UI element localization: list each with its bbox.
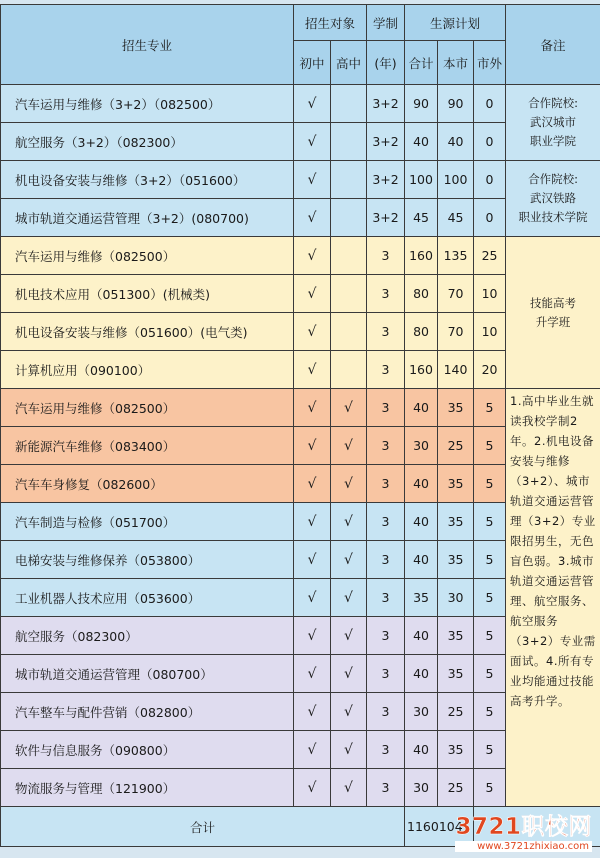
major-name: 汽车运用与维修（3+2）（082500） bbox=[1, 85, 294, 123]
plan-total: 30 bbox=[405, 427, 438, 465]
duration-value: 3 bbox=[367, 237, 405, 275]
major-name: 汽车车身修复（082600） bbox=[1, 465, 294, 503]
senior-check: √ bbox=[331, 693, 367, 731]
duration-value: 3 bbox=[367, 769, 405, 807]
major-name: 城市轨道交通运营管理（3+2）(080700) bbox=[1, 199, 294, 237]
header-target: 招生对象 bbox=[294, 5, 367, 41]
header-plan: 生源计划 bbox=[405, 5, 506, 41]
remark-line: 职业技术学院 bbox=[518, 210, 588, 224]
plan-total: 160 bbox=[405, 351, 438, 389]
table-row bbox=[1, 389, 600, 427]
duration-value: 3 bbox=[367, 351, 405, 389]
major-name: 汽车整车与配件营销（082800） bbox=[1, 693, 294, 731]
watermark bbox=[455, 808, 592, 852]
plan-local: 100 bbox=[438, 161, 474, 199]
junior-check: √ bbox=[294, 541, 331, 579]
duration-value: 3+2 bbox=[367, 199, 405, 237]
plan-local: 140 bbox=[438, 351, 474, 389]
enrollment-table bbox=[0, 4, 600, 847]
major-name: 汽车运用与维修（082500） bbox=[1, 389, 294, 427]
duration-value: 3 bbox=[367, 541, 405, 579]
table-row bbox=[1, 161, 600, 199]
remark-line: 合作院校: bbox=[528, 172, 578, 186]
plan-outside: 25 bbox=[474, 237, 506, 275]
total-label: 合计 bbox=[1, 807, 405, 847]
remark-skill-exam bbox=[506, 237, 600, 389]
plan-outside: 5 bbox=[474, 693, 506, 731]
plan-total: 80 bbox=[405, 275, 438, 313]
major-name: 机电设备安装与维修（3+2）（051600） bbox=[1, 161, 294, 199]
junior-check: √ bbox=[294, 123, 331, 161]
duration-value: 3 bbox=[367, 617, 405, 655]
plan-total: 30 bbox=[405, 693, 438, 731]
duration-value: 3 bbox=[367, 275, 405, 313]
plan-local: 40 bbox=[438, 123, 474, 161]
header-duration: 学制 bbox=[367, 5, 405, 41]
major-name: 航空服务（3+2）（082300） bbox=[1, 123, 294, 161]
junior-check: √ bbox=[294, 465, 331, 503]
senior-check: √ bbox=[331, 465, 367, 503]
plan-total: 40 bbox=[405, 389, 438, 427]
major-name: 软件与信息服务（090800） bbox=[1, 731, 294, 769]
plan-local: 135 bbox=[438, 237, 474, 275]
header-row-1 bbox=[1, 5, 600, 41]
duration-value: 3 bbox=[367, 579, 405, 617]
plan-total: 40 bbox=[405, 541, 438, 579]
plan-total: 30 bbox=[405, 769, 438, 807]
plan-total: 40 bbox=[405, 503, 438, 541]
junior-check: √ bbox=[294, 199, 331, 237]
header-remarks: 备注 bbox=[506, 5, 600, 85]
plan-local: 90 bbox=[438, 85, 474, 123]
header-total: 合计 bbox=[405, 41, 438, 85]
plan-local: 25 bbox=[438, 769, 474, 807]
header-senior: 高中 bbox=[331, 41, 367, 85]
major-name: 机电技术应用（051300）(机械类) bbox=[1, 275, 294, 313]
header-outside: 市外 bbox=[474, 41, 506, 85]
plan-local: 45 bbox=[438, 199, 474, 237]
plan-total: 40 bbox=[405, 465, 438, 503]
plan-local: 35 bbox=[438, 389, 474, 427]
senior-check bbox=[331, 351, 367, 389]
major-name: 电梯安装与维修保养（053800） bbox=[1, 541, 294, 579]
plan-total: 160 bbox=[405, 237, 438, 275]
junior-check: √ bbox=[294, 85, 331, 123]
senior-check bbox=[331, 123, 367, 161]
header-junior: 初中 bbox=[294, 41, 331, 85]
junior-check: √ bbox=[294, 655, 331, 693]
major-name: 机电设备安装与维修（051600）(电气类) bbox=[1, 313, 294, 351]
plan-local: 35 bbox=[438, 731, 474, 769]
duration-value: 3 bbox=[367, 427, 405, 465]
watermark-url: www.3721zhixiao.com bbox=[455, 841, 592, 852]
plan-local: 30 bbox=[438, 579, 474, 617]
senior-check: √ bbox=[331, 731, 367, 769]
plan-total: 40 bbox=[405, 617, 438, 655]
junior-check: √ bbox=[294, 427, 331, 465]
duration-value: 3 bbox=[367, 313, 405, 351]
senior-check: √ bbox=[331, 503, 367, 541]
duration-value: 3 bbox=[367, 655, 405, 693]
plan-outside: 5 bbox=[474, 541, 506, 579]
plan-local: 25 bbox=[438, 693, 474, 731]
junior-check: √ bbox=[294, 769, 331, 807]
plan-outside: 0 bbox=[474, 123, 506, 161]
junior-check: √ bbox=[294, 503, 331, 541]
duration-value: 3 bbox=[367, 693, 405, 731]
duration-value: 3+2 bbox=[367, 123, 405, 161]
senior-check bbox=[331, 275, 367, 313]
plan-outside: 5 bbox=[474, 465, 506, 503]
senior-check bbox=[331, 199, 367, 237]
table-row bbox=[1, 85, 600, 123]
plan-total: 40 bbox=[405, 655, 438, 693]
enrollment-table-container bbox=[4, 4, 596, 854]
senior-check: √ bbox=[331, 541, 367, 579]
plan-outside: 5 bbox=[474, 731, 506, 769]
header-duration-unit: (年) bbox=[367, 41, 405, 85]
plan-outside: 5 bbox=[474, 389, 506, 427]
senior-check bbox=[331, 313, 367, 351]
plan-outside: 5 bbox=[474, 617, 506, 655]
total-value: 1160104 bbox=[405, 807, 474, 847]
duration-value: 3 bbox=[367, 389, 405, 427]
duration-value: 3 bbox=[367, 731, 405, 769]
senior-check: √ bbox=[331, 769, 367, 807]
duration-value: 3+2 bbox=[367, 85, 405, 123]
plan-local: 35 bbox=[438, 465, 474, 503]
plan-local: 35 bbox=[438, 541, 474, 579]
remark-coop-wuhan-railway bbox=[506, 161, 600, 237]
major-name: 新能源汽车维修（083400） bbox=[1, 427, 294, 465]
plan-total: 90 bbox=[405, 85, 438, 123]
plan-outside: 10 bbox=[474, 275, 506, 313]
plan-outside: 0 bbox=[474, 85, 506, 123]
major-name: 汽车制造与检修（051700） bbox=[1, 503, 294, 541]
senior-check: √ bbox=[331, 427, 367, 465]
duration-value: 3 bbox=[367, 503, 405, 541]
plan-local: 35 bbox=[438, 503, 474, 541]
plan-local: 25 bbox=[438, 427, 474, 465]
remark-line: 武汉城市 bbox=[530, 115, 577, 129]
junior-check: √ bbox=[294, 617, 331, 655]
major-name: 航空服务（082300） bbox=[1, 617, 294, 655]
plan-outside: 5 bbox=[474, 579, 506, 617]
plan-local: 70 bbox=[438, 313, 474, 351]
major-name: 计算机应用（090100） bbox=[1, 351, 294, 389]
remark-line: 合作院校: bbox=[528, 96, 578, 110]
junior-check: √ bbox=[294, 313, 331, 351]
junior-check: √ bbox=[294, 351, 331, 389]
plan-outside: 5 bbox=[474, 427, 506, 465]
plan-total: 100 bbox=[405, 161, 438, 199]
junior-check: √ bbox=[294, 389, 331, 427]
senior-check: √ bbox=[331, 579, 367, 617]
plan-total: 35 bbox=[405, 579, 438, 617]
senior-check: √ bbox=[331, 617, 367, 655]
major-name: 工业机器人技术应用（053600） bbox=[1, 579, 294, 617]
header-local: 本市 bbox=[438, 41, 474, 85]
duration-value: 3+2 bbox=[367, 161, 405, 199]
plan-outside: 5 bbox=[474, 503, 506, 541]
plan-outside: 5 bbox=[474, 769, 506, 807]
major-name: 城市轨道交通运营管理（080700） bbox=[1, 655, 294, 693]
major-name: 汽车运用与维修（082500） bbox=[1, 237, 294, 275]
plan-local: 35 bbox=[438, 655, 474, 693]
senior-check bbox=[331, 237, 367, 275]
remark-general-notes: 1.高中毕业生就读我校学制2年。2.机电设备安装与维修（3+2）、城市轨道交通运营管理（3+2）专业限招男生，无色盲色弱。3.城市轨道交通运营管理、航空服务、航空服务（3+2）专业需面试。4.所有专业均能通过技能高考升学。 bbox=[506, 389, 600, 807]
junior-check: √ bbox=[294, 579, 331, 617]
junior-check: √ bbox=[294, 161, 331, 199]
plan-local: 35 bbox=[438, 617, 474, 655]
major-name: 物流服务与管理（121900） bbox=[1, 769, 294, 807]
table-row bbox=[1, 237, 600, 275]
junior-check: √ bbox=[294, 693, 331, 731]
senior-check: √ bbox=[331, 389, 367, 427]
plan-total: 40 bbox=[405, 123, 438, 161]
remark-coop-wuhan-city bbox=[506, 85, 600, 161]
senior-check: √ bbox=[331, 655, 367, 693]
duration-value: 3 bbox=[367, 465, 405, 503]
plan-local: 70 bbox=[438, 275, 474, 313]
plan-total: 80 bbox=[405, 313, 438, 351]
senior-check bbox=[331, 161, 367, 199]
plan-outside: 5 bbox=[474, 655, 506, 693]
junior-check: √ bbox=[294, 237, 331, 275]
remark-line: 技能高考 bbox=[530, 295, 577, 310]
junior-check: √ bbox=[294, 275, 331, 313]
remark-line: 武汉铁路 bbox=[530, 191, 577, 205]
plan-total: 45 bbox=[405, 199, 438, 237]
plan-outside: 10 bbox=[474, 313, 506, 351]
remark-line: 升学班 bbox=[535, 314, 571, 329]
plan-total: 40 bbox=[405, 731, 438, 769]
senior-check bbox=[331, 85, 367, 123]
plan-outside: 0 bbox=[474, 199, 506, 237]
remark-line: 职业学院 bbox=[530, 134, 577, 148]
header-major: 招生专业 bbox=[1, 5, 294, 85]
junior-check: √ bbox=[294, 731, 331, 769]
watermark-brand: 3721职校网 bbox=[455, 814, 592, 840]
plan-outside: 0 bbox=[474, 161, 506, 199]
plan-outside: 20 bbox=[474, 351, 506, 389]
